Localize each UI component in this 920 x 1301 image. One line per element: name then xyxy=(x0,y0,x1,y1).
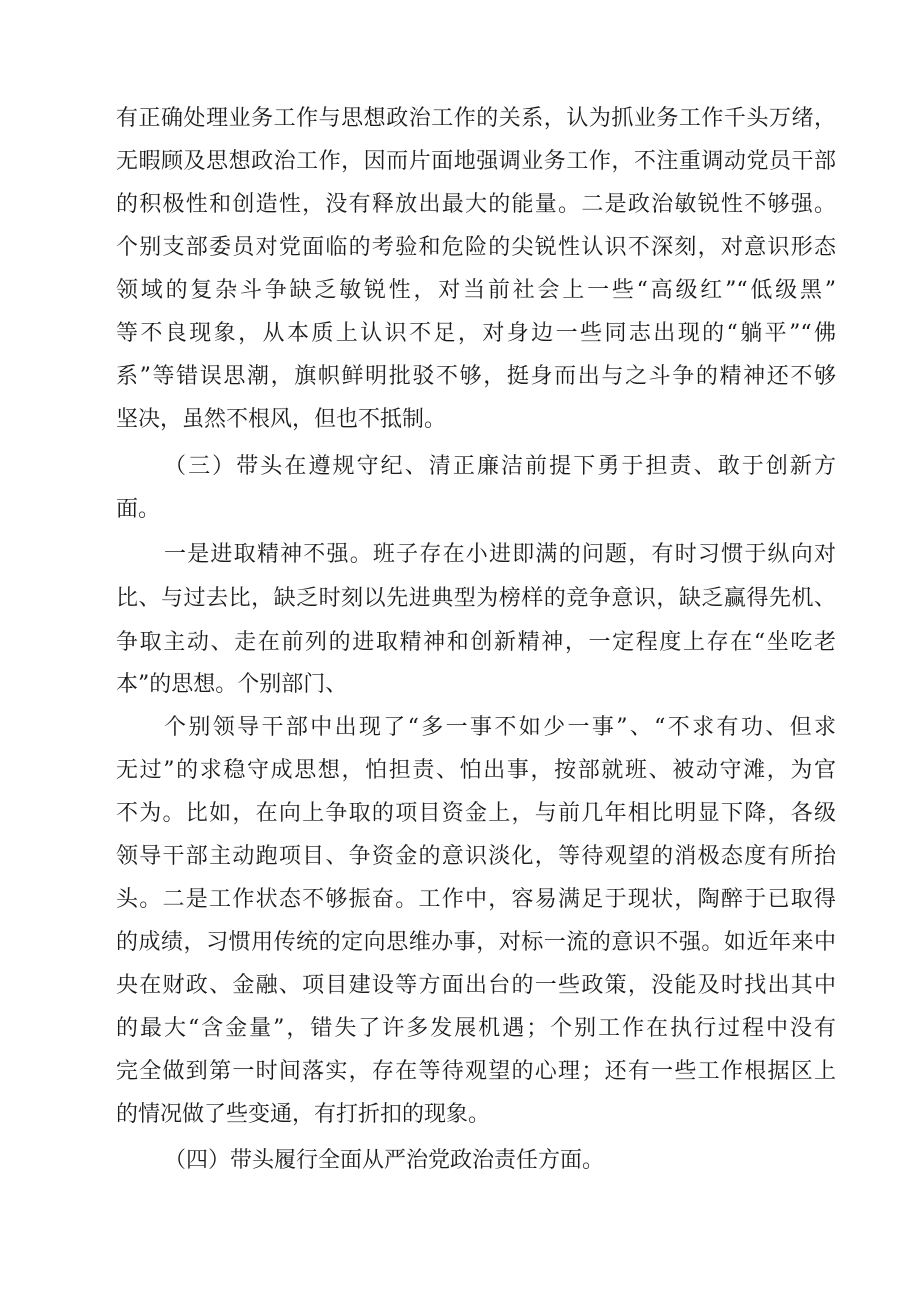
paragraph-line: 无过”的求稳守成思想，怕担责、怕出事，按部就班、被动守滩，为官 xyxy=(116,758,836,783)
paragraph-line: 个别支部委员对党面临的考验和危险的尖锐性认识不深刻，对意识形态 xyxy=(116,235,836,260)
paragraph-line: 完全做到第一时间落实，存在等待观望的心理；还有一些工作根据区上 xyxy=(116,1059,836,1084)
paragraph-line: 个别领导干部中出现了“多一事不如少一事”、“不求有功、但求 xyxy=(164,715,836,740)
paragraph-line: 系”等错误思潮，旗帜鲜明批驳不够，挺身而出与之斗争的精神还不够 xyxy=(116,364,836,389)
paragraph-line: 无暇顾及思想政治工作，因而片面地强调业务工作，不注重调动党员干部 xyxy=(116,149,836,174)
section-heading: （四）带头履行全面从严治党政治责任方面。 xyxy=(164,1148,605,1173)
paragraph-line: 的成绩，习惯用传统的定向思维办事，对标一流的意识不强。如近年来中 xyxy=(116,930,836,955)
paragraph-line: 坚决，虽然不根风，但也不抵制。 xyxy=(116,407,447,432)
paragraph-line: 领导干部主动跑项目、争资金的意识淡化，等待观望的消极态度有所抬 xyxy=(116,844,836,869)
paragraph-line: 一是进取精神不强。班子存在小进即满的问题，有时习惯于纵向对 xyxy=(164,542,836,567)
paragraph-line: 等不良现象，从本质上认识不足，对身边一些同志出现的“躺平”“佛 xyxy=(116,321,836,346)
paragraph-line: 不为。比如，在向上争取的项目资金上，与前几年相比明显下降，各级 xyxy=(116,801,836,826)
paragraph-line: 争取主动、走在前列的进取精神和创新精神，一定程度上存在“坐吃老 xyxy=(116,630,836,655)
paragraph-line: 头。二是工作状态不够振奋。工作中，容易满足于现状，陶醉于已取得 xyxy=(116,887,836,912)
paragraph-line: 领域的复杂斗争缺乏敏锐性，对当前社会上一些“高级红”“低级黑” xyxy=(116,278,836,303)
paragraph-line: 比、与过去比，缺乏时刻以先进典型为榜样的竞争意识，缺乏赢得先机、 xyxy=(116,586,836,611)
paragraph-line: 的积极性和创造性，没有释放出最大的能量。二是政治敏锐性不够强。 xyxy=(116,192,836,217)
section-heading: （三）带头在遵规守纪、清正廉洁前提下勇于担责、敢于创新方 xyxy=(164,454,836,479)
paragraph-line: 有正确处理业务工作与思想政治工作的关系，认为抓业务工作千头万绪， xyxy=(116,106,836,131)
paragraph-line: 的情况做了些变通，有打折扣的现象。 xyxy=(116,1102,491,1127)
paragraph-line: 央在财政、金融、项目建设等方面出台的一些政策，没能及时找出其中 xyxy=(116,973,836,998)
section-heading: 面。 xyxy=(116,497,161,522)
paragraph-line: 本”的思想。个别部门、 xyxy=(116,672,348,697)
paragraph-line: 的最大“含金量”，错失了许多发展机遇；个别工作在执行过程中没有 xyxy=(116,1016,836,1041)
